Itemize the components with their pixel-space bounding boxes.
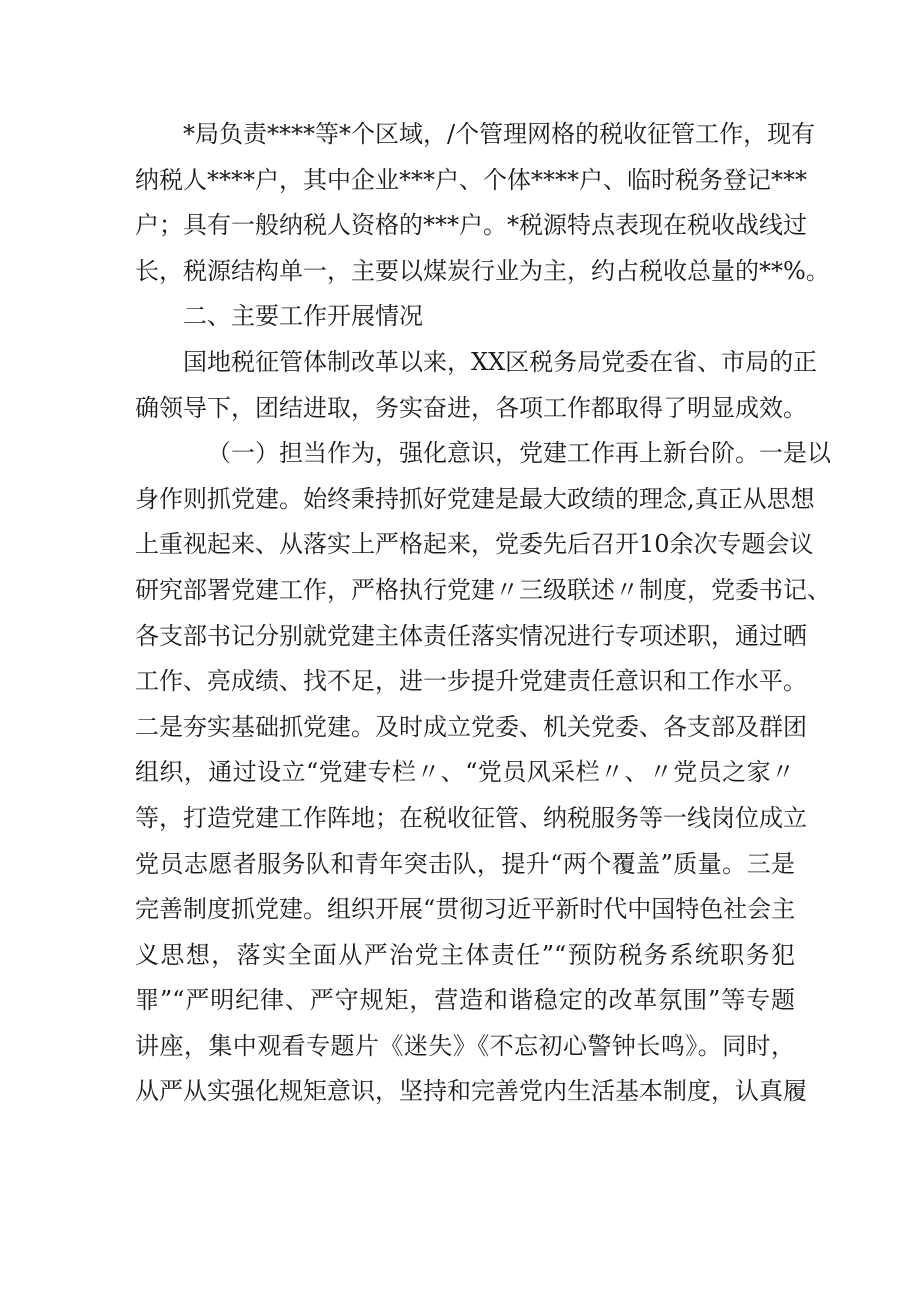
paragraph-line: （一）担当作为，强化意识，党建工作再上新台阶。一是以 [207,439,831,468]
paragraph-line: 等，打造党建工作阵地；在税收征管、纳税服务等一线岗位成立 [135,803,807,832]
paragraph-line: 罪”“严明纪律、严守规矩，营造和谐稳定的改革氛围”等专题 [135,986,795,1015]
paragraph-line: 上重视起来、从落实上严格起来，党委先后召开10余次专题会议 [135,530,814,559]
paragraph-line: 从严从实强化规矩意识，坚持和完善党内生活基本制度，认真履 [135,1077,807,1106]
paragraph-line: 二是夯实基础抓党建。及时成立党委、机关党委、各支部及群团 [135,712,807,741]
paragraph-line: 身作则抓党建。始终秉持抓好党建是最大政绩的理念,真正从思想 [135,484,815,513]
paragraph-line: 义思想，落实全面从严治党主体责任”“预防税务系统职务犯 [135,940,795,969]
paragraph-line: *局负责****等*个区域，/个管理网格的税收征管工作，现有 [183,120,816,148]
paragraph-line: 完善制度抓党建。组织开展“贯彻习近平新时代中国特色社会主 [135,895,796,924]
paragraph-line: 纳税人****户，其中企业***户、个体****户、临时税务登记*** [135,165,807,194]
paragraph-line: 户；具有一般纳税人资格的***户。*税源特点表现在税收战线过 [135,211,807,240]
paragraph-line: 研究部署党建工作，严格执行党建〃三级联述〃制度，党委书记、 [135,575,831,604]
paragraph-line: 工作、亮成绩、找不足，进一步提升党建责任意识和工作水平。 [135,667,807,696]
paragraph-line: 讲座，集中观看专题片《迷失》《不忘初心警钟长鸣》。同时， [135,1031,795,1060]
paragraph-line: 长，税源结构单一，主要以煤炭行业为主，约占税收总量的**%。 [135,256,830,285]
document-body [135,112,831,1115]
paragraph-line: 确领导下，团结进取，务实奋进，各项工作都取得了明显成效。 [135,393,807,422]
paragraph-line: 国地税征管体制改革以来，XX区税务局党委在省、市局的正 [183,347,818,376]
section-heading: 二、主要工作开展情况 [183,302,423,331]
paragraph-line: 各支部书记分别就党建主体责任落实情况进行专项述职，通过晒 [135,621,807,650]
paragraph-line: 党员志愿者服务队和青年突击队，提升“两个覆盖”质量。三是 [135,849,795,878]
paragraph-line: 组织，通过设立“党建专栏〃、“党员风采栏〃、〃党员之家〃 [135,758,795,787]
